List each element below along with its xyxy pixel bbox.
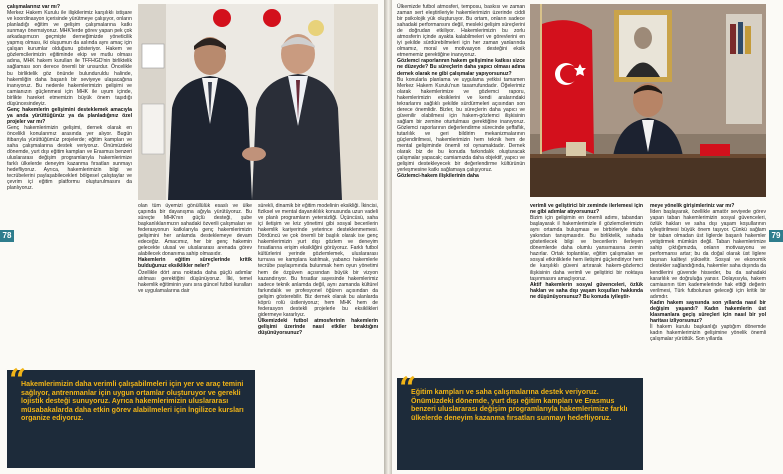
right-pull-quote xyxy=(397,371,643,470)
article-paragraph: olan tüm üyemizi gönüllülük esaslı ve ülke çapında bir dayanışma ağıyla yürütüyoruz. Bu süreçte MHK'nın güçlü desteği, şube başkanlıklarımızın sahadaki özverili çalışmaları ve federasyonun katkılarıyla genç hakemlerimizin gelişimini her anlamda desteklemeye devam edeceğiz. Amacımız, her bir genç hakemin gelecekte ulusal ve uluslararası arenada görev alabilecek donanıma sahip olmasıdır. xyxy=(138,203,252,258)
page-gutter xyxy=(384,0,392,474)
left-col-3 xyxy=(258,203,378,336)
article-question: meye yönelik girişimleriniz var mı? xyxy=(650,203,735,209)
article-question: Genç hakemlerin gelişimini desteklemek amacıyla ya anda yürüttüğünüz ya da planladığınız özel projeler var mı? xyxy=(7,106,132,125)
right-col-1 xyxy=(397,4,525,179)
article-question: Ülkemizdeki futbol atmosferinin hakemlerin gelişimi üzerinde nasıl etkiler bıraktığını düşünüyorsunuz? xyxy=(258,317,378,336)
article-question: Kadın hakem sayısında son yıllarda nasıl bir değişim yaşandı? Kadın hakemlerin üst klasmanlara geçiş süreçleri için nasıl bir yol haritası izliyorsunuz? xyxy=(650,299,766,324)
right-col-3 xyxy=(650,203,766,342)
left-col-2 xyxy=(138,203,252,294)
article-paragraph: İl hakem kurulu başkanlığı yaptığım dönemde kadın hakemlerimizin gelişimine yönelik önemli çalışmalar yürüttük. Son yıllarda xyxy=(650,323,766,343)
article-paragraph: Bu konularla planlama ve uygulama yetkisi tamamen Merkez Hakem Kurulu'nun tasarrufundadır. Öğelerimiz olarak hakemlerimize ve gözlemci raporu, hakemlerimizin eksiklerini ve kendi aralarındaki tekrarlarını sağlıklı şekilde sürdürmeleri açısından son derece önemlidir. Bizler, bu süreçlerin daha yapıcı ve güvenilir olabilmesi için hakem-gözlemci ilişkisinin sağlam bir zemine oturtulması gerektiğine inanıyoruz. Gözlemci raporlarının değerlendirme sürecinde şeffaflık, tutarlılık ve geri bildirim mekanizmalarının güçlendirilmesi, hakemlerimizin hem teknik hem de mental gelişiminde önemli rol oynamaktadır. Dernek olarak biz de bu konuda farkındalık oluşturacak çalışmalar yapacak; camiamızda daha objektif, yapıcı ve gelişimi destekleyecek bir değerlendirme kültürünün yerleşmesine katkı sağlamaya çalışıyoruz. xyxy=(397,76,525,174)
article-paragraph: Bizim için gelişimin en önemli adımı, tabandan başlayarak il hakemlerimizle il gözlemcilerimizin aynı ortamda buluşması ve birbirleriyle daha yakından tanışmasıdır. Bu birliktelik, sahada gösterilecek bilgi ve becerilerin ilerleyen dönemlerde daha olumlu yansımasına zemin hazırlar. Ortak toplantılar, eğitim çalışmaları ve sosyal etkinliklerle hem iletişimi güçlendiriyor hem de karşılıklı güveni artırarak hakem-gözlemci ilişkisinin daha verimli ve geliştirici bir noktaya taşınmasını amaçlıyoruz. xyxy=(530,215,643,282)
page-number-right: 79 xyxy=(769,230,783,242)
article-paragraph: İlden başlayarak, özellikle amatör seviyede görev yapan taban hakemlerimizin sosyal güvenceleri, özlük hakları ve saha dışı yaşam koşullarının iyileştirilmesi büyük önem taşıyor. Çünkü sağlam bir taban olmadan üst liglerde başarılı hakemler yetiştirmek mümkün değil. Taban hakemlerimize sahip çıktığımızda, onların motivasyonu ve performansı artar; bu da doğal olarak üst liglere taşınan kaliteyi yükseltir. Sosyal ve ekonomik destekler sağlandığında, hakemler saha dışında da kendilerini güvende hisseder, bu da sahadaki kararlılık ve doğruluğa yansır. Dolayısıyla, hakem camiasının tüm kademelerinde hak ettiği değerin verilmesi, Türk futbolunun geleceği için kritik bir adımdır. xyxy=(650,209,766,300)
left-col-1 xyxy=(7,4,132,191)
article-paragraph: Ülkemizde futbol atmosferi, temposu, baskısı ve zaman zaman sert eleştirileriyle hakemlerimizin üzerinde ciddi bir psikolojik yük oluşturuyor. Bu ortam, onların sadece sahadaki performansını değil, mesleki gelişim süreçlerini de doğrudan etkiliyor. Hakemlerimizin bu zorlu atmosferin içinde ayakta kalabilmeleri ve görevlerini en iyi şekilde sürdürebilmeleri için her zaman yanlarında olmamız, moral ve motivasyon desteğini eksik etmememiz gerektiğine inanıyoruz. xyxy=(397,4,525,59)
article-paragraph: sürekli, dinamik bir eğitim modelinin eksikliği. İkincisi, fiziksel ve mental dayanıklılık konusunda uzun vadeli ve planlı programların yetersizliği. Üçüncüsü, saha içi iletişim ve kriz yönetimi gibi sosyal becerilerin hakemlik kariyerinde yeterince desteklenmemesi. Dördüncü ve çok önemli bir başlık olarak ise genç hakemlerimizin yurt dışı gözlem ve deneyim fırsatlarına erişim eksikliğini görüyoruz. Farklı futbol kültürlerini yerinde gözlemlemek, uluslararası turnuva ve kamplara katılmak, yabancı hakemlerle tecrübe paylaşımında bulunmak hem oyun yönetimi hem de özgüven açısından büyük bir vizyon kazandırıyor. Bu fırsatlar sayesinde hakemlerimiz sadece teknik anlamda değil, aynı zamanda kültürel farkındalık ve profesyonel öğüren açısından da gelişim gösterebilir. Biz dernek olarak bu alanlarda köprü rolü üstleniyoruz; hem MHK hem de federasyon destekli projelerle bu eksiklikleri gidermeye kararlıyız. xyxy=(258,203,378,318)
left-col-3-content xyxy=(258,203,378,336)
right-pull-quote-text: Eğitim kampları ve saha çalışmalarına destek veriyoruz. Önümüzdeki dönemde, yurt dışı eğitim kampları ve Erasmus benzeri uluslararası değişim programlarıyla hakemlerimize farklı ülkelerde deneyim kazanma fırsatları sunmayı hedefliyoruz. xyxy=(411,388,628,422)
right-col-3-content xyxy=(650,203,766,342)
left-col-2-content xyxy=(138,203,252,294)
left-pull-quote xyxy=(7,363,255,468)
article-question: Aktif hakemlerin sosyal güvenceleri, özlük hakları ve saha dışı yaşam koşulları hakkında ne düşünüyorsunuz? Bu konuda iyileştir- xyxy=(530,281,643,300)
right-photo-official-desk xyxy=(530,4,766,197)
article-question: Gözlemci-hakem ilişkilerinin daha xyxy=(397,173,479,180)
quote-mark-icon: “ xyxy=(9,363,27,398)
article-paragraph: Merkez Hakem Kurulu ile ilişkilerimiz karşılıklı istişare ve koordinasyon içerisinde yürütmeye çalışıyor, onların planladığı eğitim ve gelişim çalışmalarına katkı sunmayı önemsiyoruz. MHK'lerde görev yapan pek çok arkadaşımızın geçmişte derneğimizde yöneticilik yapmış olması, iki oluşumun da aslında aynı amaç için çalışan kurumlar olduğunu gösteriyor. Hakem ve gözlemcilerimizin eğitiminde ekip ve mutlu olması adına, MHK hakem kurulları ile TFFHGD'nin birliktelik sağlaması son derece önemli bir unsurdur. Öncelikle bu birliktelik göz önünde bulunduruldu halinde, hakemliğin daha başarılı bir seviyeye ulaşacağına inanıyoruz. Bu nedenle hakemlerimizin gelişimi ve camianızın güçlenmesi için MHK ile uyum içinde, birlikte hareket etmemizin büyük önem taşıdığı düşüncesindeyiz. xyxy=(7,10,132,107)
article-question: çalışmalarınız var mı? xyxy=(7,4,60,10)
right-col-2 xyxy=(530,203,643,300)
quote-mark-icon: “ xyxy=(399,371,417,406)
right-page xyxy=(392,0,783,474)
right-col-2-content xyxy=(530,203,643,300)
article-paragraph: Özellikle dört ana noktada daha güçlü adımlar atılması gerektiğini düşünüyoruz. İlki, temel hakemlik eğitiminin yanı sıra güncel futbol kuralları ve uygulamalarına dair xyxy=(138,269,252,294)
article-question: verimli ve geliştirici bir zeminde ilerlemesi için ne gibi adımlar atıyorsunuz? xyxy=(530,203,643,216)
right-col-1-content xyxy=(397,4,525,179)
photo-illustration-2 xyxy=(530,4,766,197)
article-question: Hakemlerin eğitim süreçlerinde kritik bulduğunuz eksiklikler neler? xyxy=(138,257,252,270)
article-question: Gözlemci raporlarının hakem gelişimine katkısı sizce ne düzeyde? Bu süreçlerin daha yapıcı olması adına dernek olarak ne gibi çalışmalar yapıyorsunuz? xyxy=(397,58,525,77)
page-number-left: 78 xyxy=(0,230,14,242)
article-paragraph: Genç hakemlerimizin gelişimi, dernek olarak en öncelikli konularımız arasında yer alıyor. Bugün itibarıyla yürüttüğümüz projelerde; eğitim kampları ve saha çalışmalarına destek veriyoruz. Önümüzdeki dönemde, yurt dışı eğitim kampları ve Erasmus benzeri uluslararası değişim programlarıyla hakemlerimize farklı ülkelerde deneyim kazanma fırsatları sunmayı hedefliyoruz. Ayrıca, hakemlerimizin bilgi ve tecrübelerini paylaşabilecekleri bölgesel çalıştaylar ve çevrim içi eğitim platformu oluşturulmasını da planlıyoruz. xyxy=(7,124,132,192)
photo-illustration xyxy=(138,4,378,200)
left-col-1-content xyxy=(7,4,132,191)
left-pull-quote-text: Hakemlerimizin daha verimli çalışabilmeleri için yer ve araç temini sağlıyor, antrenmanlar için uygun ortamlar oluşturuyor ve gerekli lojistik desteği sunuyoruz. Ayrıca hakemlerimizin uluslararası müsabakalarda daha etkin görev alabilmeleri için İngilizce kursları organize ediyoruz. xyxy=(21,380,244,423)
left-page xyxy=(0,0,384,474)
left-photo-two-men xyxy=(138,4,378,200)
